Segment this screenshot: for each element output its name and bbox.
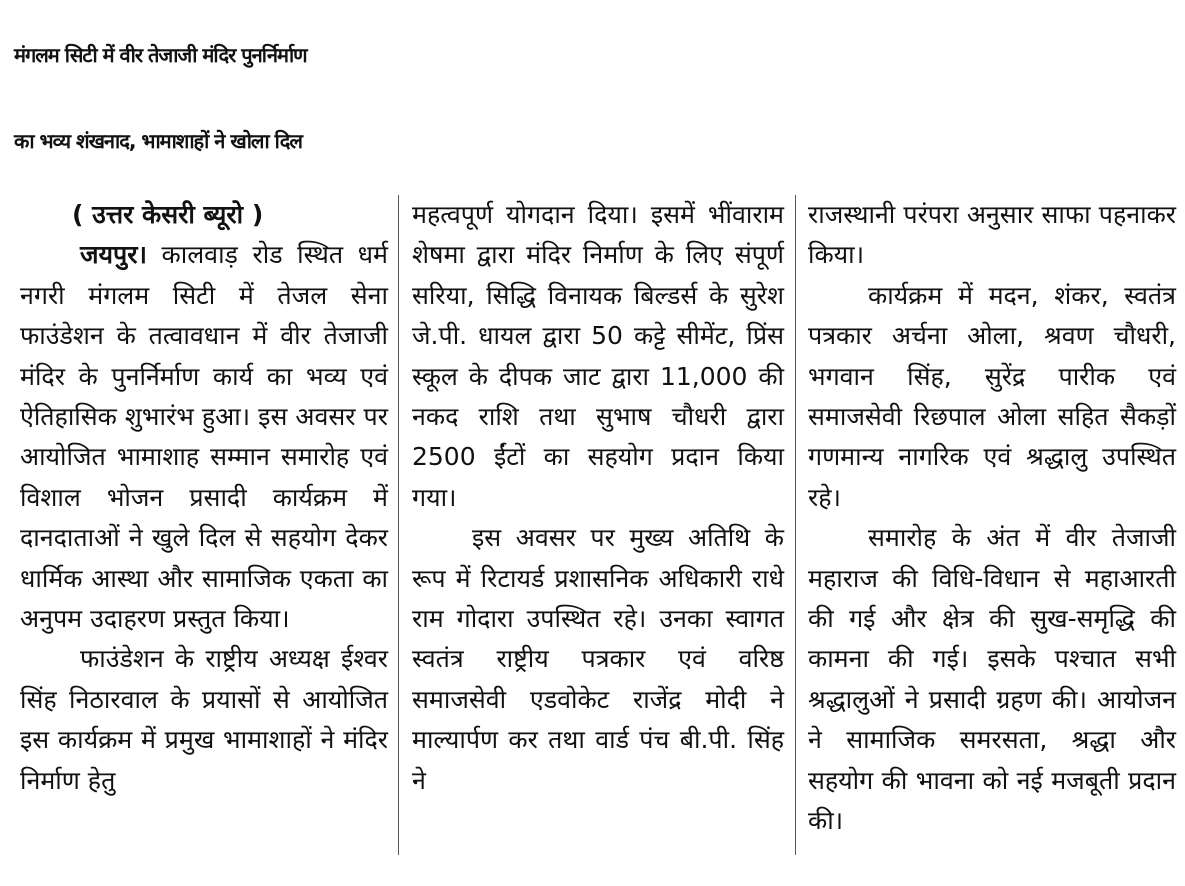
column-divider [795, 195, 796, 855]
article-paragraph-4: कार्यक्रम में मदन, शंकर, स्वतंत्र पत्रकार अर्चना ओला, श्रवण चौधरी, भगवान सिंह, सुरेंद्र पारीक एवं समाजसेवी रिछपाल ओला सहित सैकड़ों गणमान्य नागरिक एवं श्रद्धालु उपस्थित रहे। [808, 280, 1176, 512]
headline-line-2: का भव्य शंखनाद, भामाशाहों ने खोला दिल [14, 129, 302, 153]
article-paragraph-5: समारोह के अंत में वीर तेजाजी महाराज की विधि-विधान से महाआरती की गई और क्षेत्र की सुख-समृद्धि की कामना की गई। इसके पश्चात सभी श्रद्धालुओं ने प्रसादी ग्रहण की। आयोजन ने सामाजिक समरसता, श्रद्धा और सहयोग की भावना को नई मजबूती प्रदान की। [808, 523, 1176, 836]
article-column-3 [808, 195, 1176, 842]
article-column-2 [412, 195, 784, 801]
headline [14, 12, 1174, 184]
headline-line-1: मंगलम सिटी में वीर तेजाजी मंदिर पुनर्निर्माण [14, 43, 307, 67]
article-paragraph-3: इस अवसर पर मुख्य अतिथि के रूप में रिटायर्ड प्रशासनिक अधिकारी राधे राम गोदारा उपस्थित रहे। उनका स्वागत स्वतंत्र राष्ट्रीय पत्रकार एवं वरिष्ठ समाजसेवी एडवोकेट राजेंद्र मोदी ने माल्यार्पण कर तथा वार्ड पंच बी.पी. सिंह ने [412, 523, 784, 795]
article-paragraph-3-continued: राजस्थानी परंपरा अनुसार साफा पहनाकर किया। [808, 200, 1176, 270]
article-column-1 [20, 195, 388, 801]
column-divider [398, 195, 399, 855]
article-paragraph-1 [20, 235, 388, 639]
dateline: जयपुर। [80, 240, 147, 270]
article-paragraph-2: फाउंडेशन के राष्ट्रीय अध्यक्ष ईश्वर सिंह निठारवाल के प्रयासों से आयोजित इस कार्यक्रम में प्रमुख भामाशाहों ने मंदिर निर्माण हेतु [20, 644, 388, 795]
byline: ( उत्तर केसरी ब्यूरो ) [72, 200, 264, 229]
paragraph-1-text: कालवाड़ रोड स्थित धर्म नगरी मंगलम सिटी में तेजल सेना फाउंडेशन के तत्वावधान में वीर तेजाजी मंदिर के पुनर्निर्माण कार्य का भव्य एवं ऐतिहासिक शुभारंभ हुआ। इस अवसर पर आयोजित भामाशाह सम्मान समारोह एवं विशाल भोजन प्रसादी कार्यक्रम में दानदाताओं ने खुले दिल से सहयोग देकर धार्मिक आस्था और सामाजिक एकता का अनुपम उदाहरण प्रस्तुत किया। [20, 240, 388, 634]
article-paragraph-2-continued: महत्वपूर्ण योगदान दिया। इसमें भींवाराम शेषमा द्वारा मंदिर निर्माण के लिए संपूर्ण सरिया, सिद्धि विनायक बिल्डर्स के सुरेश जे.पी. धायल द्वारा 50 कट्टे सीमेंट, प्रिंस स्कूल के दीपक जाट द्वारा 11,000 की नकद राशि तथा सुभाष चौधरी द्वारा 2500 ईंटों का सहयोग प्रदान किया गया। [412, 200, 784, 512]
